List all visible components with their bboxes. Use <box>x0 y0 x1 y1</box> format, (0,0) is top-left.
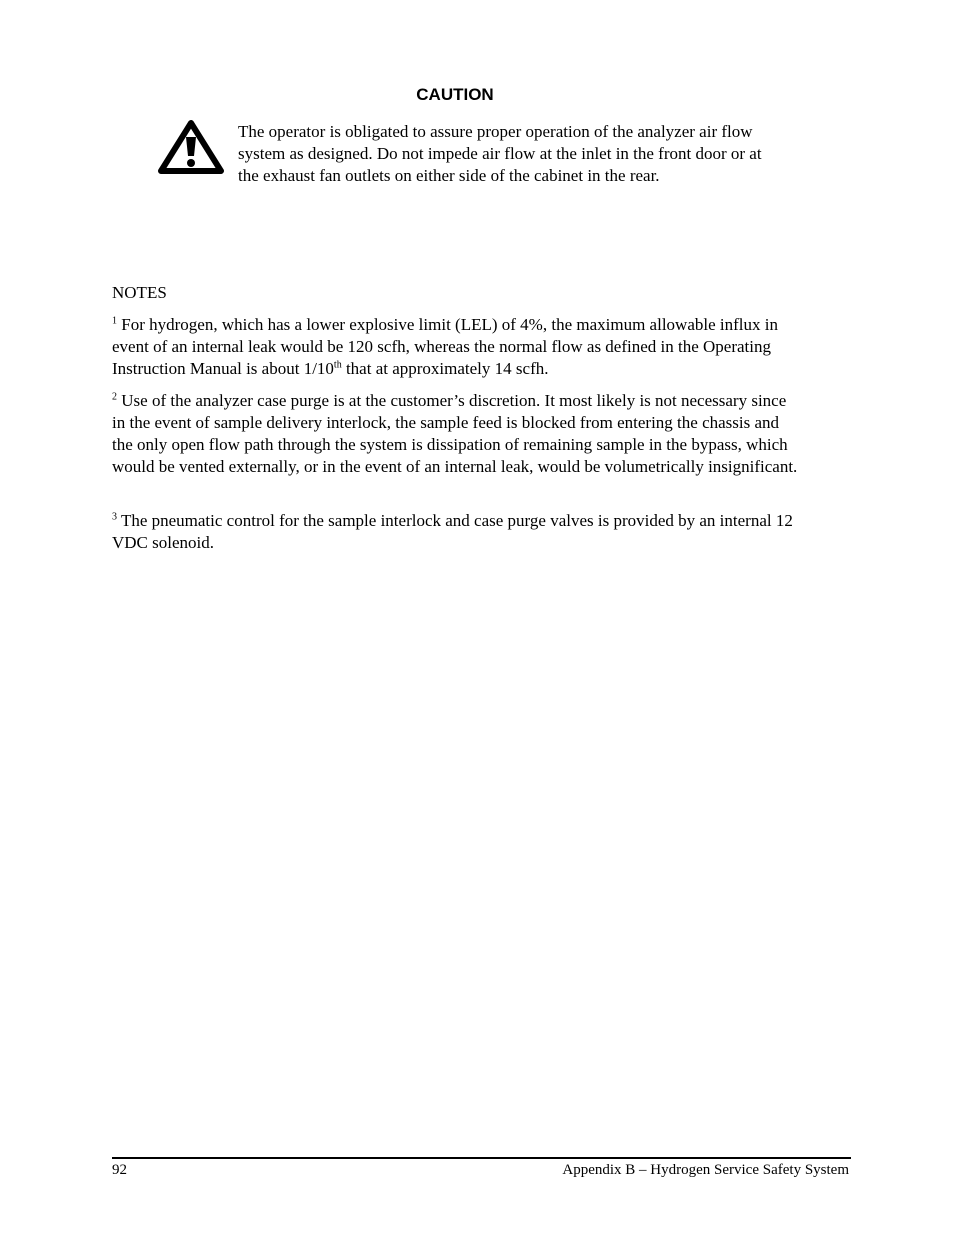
note-2-marker: 2 <box>112 391 117 403</box>
note-2-text: Use of the analyzer case purge is at the customer’s discretion. It most likely is not necessary since in the event of sample delivery interlock, the sample feed is blocked from entering the chassis and the only open flow path through the system is dissipation of remaining sample in the bypass, which would be vented externally, or in the event of an internal leak, would be volumetrically insignificant. <box>112 391 798 476</box>
note-3-marker: 3 <box>112 511 117 523</box>
footer-rule <box>112 1157 851 1159</box>
note-2 <box>112 390 802 478</box>
note-1-text-end: that at approximately 14 scfh. <box>341 359 549 378</box>
page-number: 92 <box>112 1162 127 1178</box>
caution-heading: CAUTION <box>416 85 494 104</box>
note-3-text: The pneumatic control for the sample interlock and case purge valves is provided by an internal 12 VDC solenoid. <box>112 511 793 552</box>
note-1 <box>112 314 802 380</box>
caution-text: The operator is obligated to assure proper operation of the analyzer air flow system as designed. Do not impede air flow at the inlet in the front door or at the exhaust fan outlets on either side of the cabinet in the rear. <box>238 122 762 185</box>
warning-triangle-icon <box>158 120 224 174</box>
notes-heading: NOTES <box>112 283 167 302</box>
note-1-marker: 1 <box>112 315 117 327</box>
note-1-superscript: th <box>333 359 342 371</box>
note-1-text: For hydrogen, which has a lower explosive limit (LEL) of 4%, the maximum allowable influx in event of an internal leak would be 120 scfh, whereas the normal flow as defined in the Operating Instruction Manual is about 1/10 <box>112 315 778 378</box>
note-3 <box>112 510 802 554</box>
footer-title: Appendix B – Hydrogen Service Safety System <box>562 1162 849 1178</box>
